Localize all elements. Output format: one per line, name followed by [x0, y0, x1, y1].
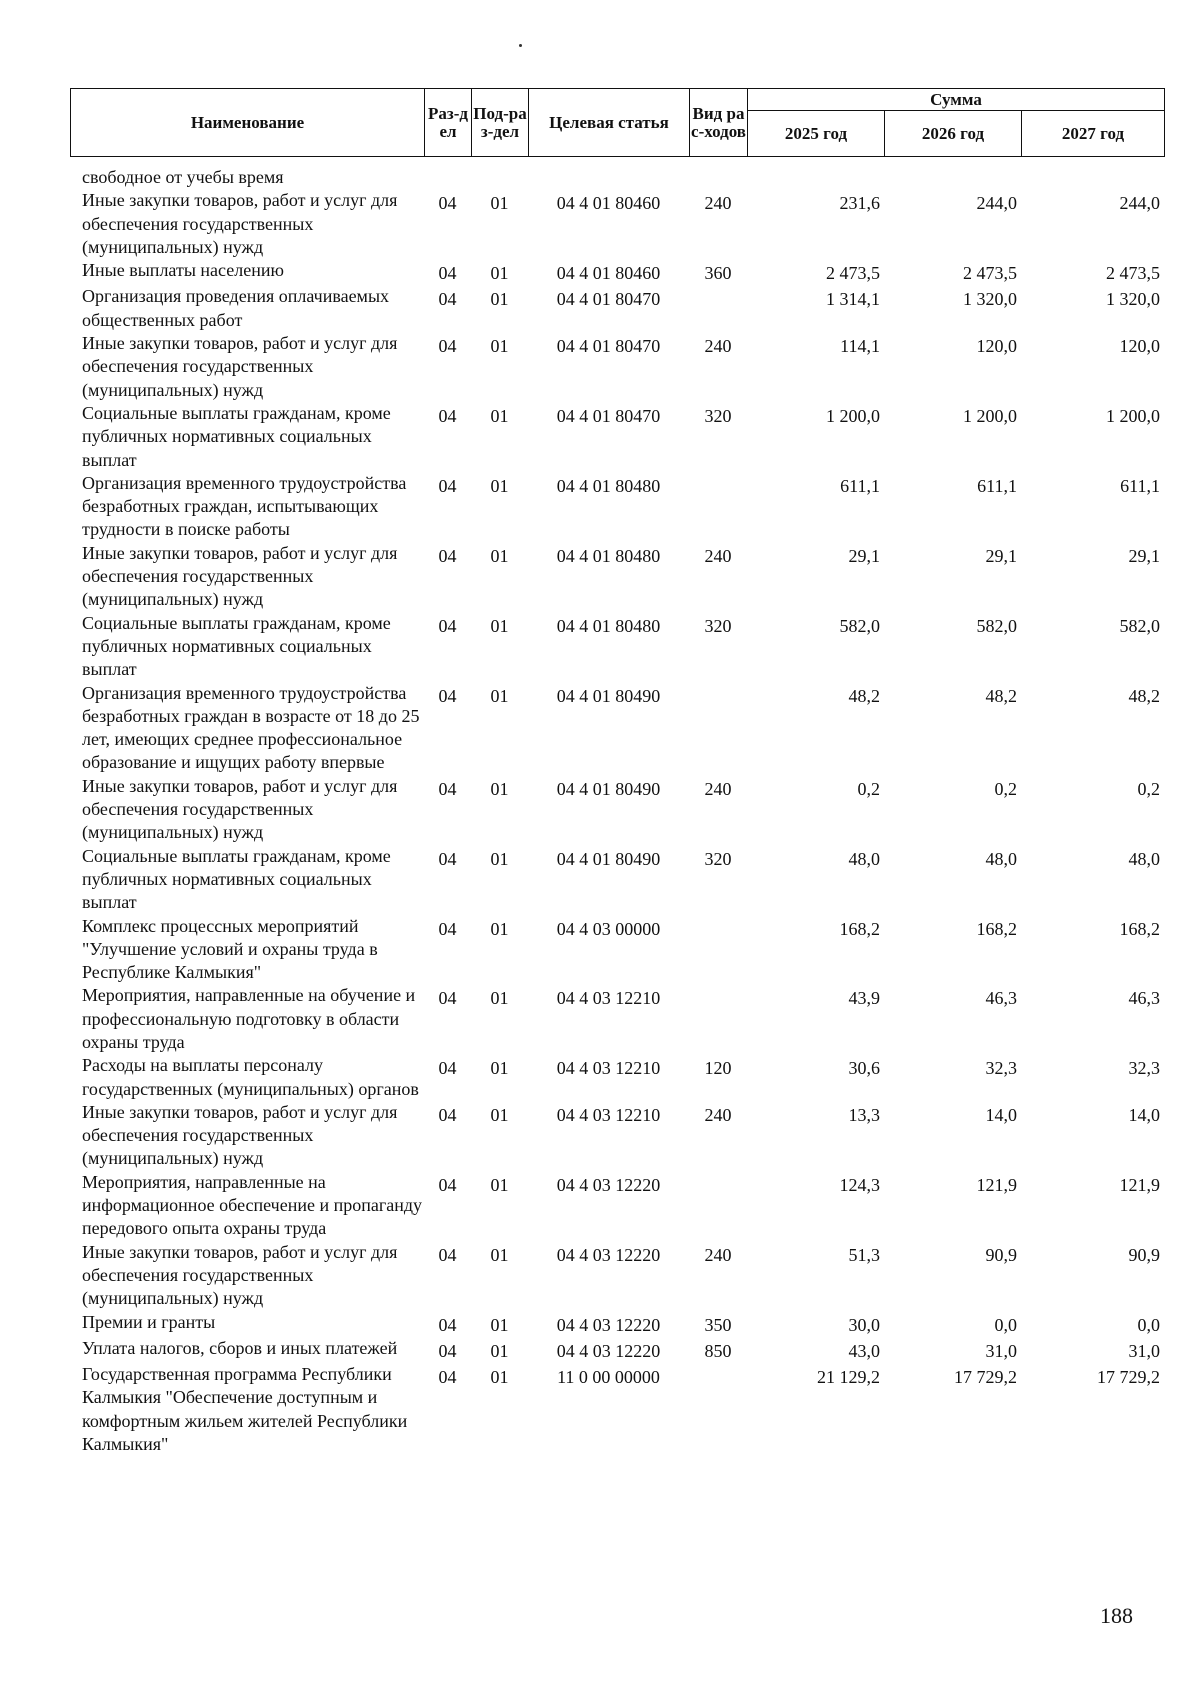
cell-name: Организация проведения оплачиваемых общественных работ: [82, 286, 390, 330]
cell-vid: 240: [704, 545, 732, 566]
cell-name: Иные закупки товаров, работ и услуг для обеспечения государственных (муниципальных) нужд: [82, 775, 398, 843]
cell-2026: 48,2: [985, 685, 1017, 706]
cell-podrazdel: 01: [490, 1314, 509, 1335]
cell-2025: 43,0: [848, 1340, 880, 1361]
cell-2025: 51,3: [848, 1244, 880, 1265]
cell-2026: 32,3: [985, 1058, 1017, 1079]
cell-2025: 48,2: [848, 685, 880, 706]
cell-tselevaya: 04 4 01 80490: [556, 848, 661, 869]
cell-vid: 320: [704, 848, 732, 869]
table-row: [70, 542, 1164, 612]
cell-vid: 240: [704, 1104, 732, 1125]
cell-podrazdel: 01: [490, 405, 509, 426]
cell-razdel: 04: [438, 1174, 457, 1195]
table-row: [70, 1311, 1164, 1337]
table-row: [70, 472, 1164, 542]
cell-name: Расходы на выплаты персоналу государственных (муниципальных) органов: [82, 1055, 419, 1099]
cell-2026: 611,1: [977, 475, 1017, 496]
table-row: [70, 1054, 1164, 1101]
cell-2027: 244,0: [1119, 193, 1160, 214]
cell-2027: 29,1: [1128, 545, 1160, 566]
cell-podrazdel: 01: [490, 475, 509, 496]
cell-razdel: 04: [438, 988, 457, 1009]
cell-razdel: 04: [438, 1244, 457, 1265]
cell-vid: 240: [704, 1244, 732, 1265]
cell-vid: 240: [704, 193, 732, 214]
cell-podrazdel: 01: [490, 1367, 509, 1388]
cell-tselevaya: 04 4 01 80470: [556, 405, 661, 426]
cell-vid: [689, 682, 747, 685]
table-row: [70, 189, 1164, 259]
cell-2027: 31,0: [1128, 1340, 1160, 1361]
cell-podrazdel: 01: [490, 1340, 509, 1361]
cell-podrazdel: 01: [490, 193, 509, 214]
cell-vid: 320: [704, 615, 732, 636]
cell-podrazdel: 01: [490, 336, 509, 357]
cell-2026: 29,1: [985, 545, 1017, 566]
cell-podrazdel: 01: [490, 1244, 509, 1265]
cell-razdel: 04: [438, 475, 457, 496]
cell-name: Организация временного трудоустройства безработных граждан, испытывающих трудности в поиске работы: [82, 472, 407, 540]
cell-2025: 114,1: [840, 336, 880, 357]
cell-2026: 244,0: [976, 193, 1017, 214]
cell-tselevaya: 04 4 01 80460: [556, 263, 661, 284]
cell-2026: 168,2: [976, 918, 1017, 939]
cell-2025: 48,0: [848, 848, 880, 869]
cell-name: Иные закупки товаров, работ и услуг для обеспечения государственных (муниципальных) нужд: [82, 333, 398, 400]
table-row: [70, 915, 1164, 985]
cell-podrazdel: 01: [490, 685, 509, 706]
cell-2025: 2 473,5: [826, 263, 880, 284]
cell-2025: 168,2: [839, 918, 880, 939]
cell-razdel: 04: [438, 1104, 457, 1125]
cell-tselevaya: 04 4 01 80480: [556, 615, 661, 636]
cell-podrazdel: 01: [490, 1058, 509, 1079]
cell-razdel: 04: [438, 778, 457, 799]
cell-vid: 320: [704, 405, 732, 426]
cell-podrazdel: 01: [490, 545, 509, 566]
table-row: [70, 775, 1164, 845]
cell-2025: [747, 166, 884, 169]
cell-2027: 2 473,5: [1106, 263, 1160, 284]
cell-tselevaya: 04 4 01 80470: [556, 289, 661, 310]
cell-tselevaya: [528, 166, 689, 169]
cell-name: Иные выплаты населению: [82, 260, 284, 281]
cell-2027: 17 729,2: [1097, 1367, 1160, 1388]
cell-tselevaya: 04 4 03 12220: [556, 1314, 661, 1335]
cell-2027: 120,0: [1119, 336, 1160, 357]
cell-2026: 17 729,2: [954, 1367, 1017, 1388]
table-body: [70, 166, 1164, 1456]
cell-name: Организация временного трудоустройства безработных граждан в возрасте от 18 до 25 лет, имеющих среднее профессиональное образование и ищущих работу впервые: [82, 682, 420, 773]
cell-2026: 90,9: [985, 1244, 1017, 1265]
cell-razdel: 04: [438, 615, 457, 636]
cell-2026: 48,0: [985, 848, 1017, 869]
cell-2026: 582,0: [976, 615, 1017, 636]
cell-name: Комплекс процессных мероприятий "Улучшение условий и охраны труда в Республике Калмыкия": [82, 915, 378, 983]
cell-name: Социальные выплаты гражданам, кроме публичных нормативных социальных выплат: [82, 402, 391, 470]
cell-2025: 1 314,1: [826, 289, 880, 310]
cell-vid: [689, 984, 747, 987]
cell-tselevaya: 04 4 01 80490: [556, 778, 661, 799]
cell-name: Уплата налогов, сборов и иных платежей: [82, 1337, 398, 1358]
cell-2027: 48,2: [1128, 685, 1160, 706]
cell-podrazdel: 01: [490, 918, 509, 939]
cell-2026: 31,0: [985, 1340, 1017, 1361]
cell-2026: 1 320,0: [963, 289, 1017, 310]
header-year-2027: 2027 год: [1022, 111, 1165, 157]
cell-2027: 121,9: [1119, 1174, 1160, 1195]
header-summa: Сумма: [748, 89, 1165, 111]
table-header: [70, 88, 1165, 157]
cell-razdel: 04: [438, 405, 457, 426]
cell-vid: 240: [704, 336, 732, 357]
table-row: [70, 166, 1164, 189]
header-vid: Вид рас-ходов: [690, 89, 748, 157]
header-year-2025: 2025 год: [748, 111, 885, 157]
cell-vid: [689, 1171, 747, 1174]
cell-razdel: 04: [438, 545, 457, 566]
cell-tselevaya: 04 4 01 80480: [556, 475, 661, 496]
cell-name: Социальные выплаты гражданам, кроме публичных нормативных социальных выплат: [82, 845, 391, 913]
table-row: [70, 682, 1164, 775]
cell-2025: 231,6: [839, 193, 880, 214]
scan-speck: [519, 44, 522, 47]
cell-2025: 30,0: [848, 1314, 880, 1335]
cell-tselevaya: 04 4 03 12210: [556, 1104, 661, 1125]
table-row: [70, 612, 1164, 682]
cell-tselevaya: 04 4 03 12210: [556, 988, 661, 1009]
table-row: [70, 285, 1164, 332]
cell-razdel: 04: [438, 1314, 457, 1335]
cell-2025: 29,1: [848, 545, 880, 566]
table-row: [70, 332, 1164, 402]
cell-2025: 0,2: [857, 778, 880, 799]
cell-tselevaya: 04 4 03 12220: [556, 1244, 661, 1265]
cell-name: Премии и гранты: [82, 1311, 216, 1332]
cell-podrazdel: [471, 166, 528, 169]
table-row: [70, 984, 1164, 1054]
cell-vid: [689, 166, 747, 169]
cell-podrazdel: 01: [490, 778, 509, 799]
cell-razdel: 04: [438, 918, 457, 939]
cell-2025: 1 200,0: [826, 405, 880, 426]
cell-2027: 46,3: [1128, 988, 1160, 1009]
cell-2025: 43,9: [848, 988, 880, 1009]
cell-2026: 0,2: [994, 778, 1017, 799]
cell-vid: 850: [704, 1340, 732, 1361]
cell-tselevaya: 04 4 03 12210: [556, 1058, 661, 1079]
cell-2027: 32,3: [1128, 1058, 1160, 1079]
cell-name: Иные закупки товаров, работ и услуг для обеспечения государственных (муниципальных) нужд: [82, 1241, 398, 1309]
cell-name: Социальные выплаты гражданам, кроме публичных нормативных социальных выплат: [82, 612, 391, 680]
table-row: [70, 1101, 1164, 1171]
cell-tselevaya: 04 4 03 00000: [556, 918, 661, 939]
cell-razdel: 04: [438, 289, 457, 310]
cell-2026: 121,9: [976, 1174, 1017, 1195]
cell-2027: 0,2: [1137, 778, 1160, 799]
cell-razdel: 04: [438, 336, 457, 357]
cell-2025: 30,6: [848, 1058, 880, 1079]
cell-tselevaya: 04 4 01 80460: [556, 193, 661, 214]
cell-vid: 360: [704, 263, 732, 284]
header-year-2026: 2026 год: [885, 111, 1022, 157]
cell-2026: 0,0: [994, 1314, 1017, 1335]
cell-2026: 46,3: [985, 988, 1017, 1009]
cell-2026: 1 200,0: [963, 405, 1017, 426]
cell-name: Государственная программа Республики Калмыкия "Обеспечение доступным и комфортным жильем жителей Республики Калмыкия": [82, 1364, 408, 1455]
cell-2027: 14,0: [1128, 1104, 1160, 1125]
cell-name: свободное от учебы время: [82, 167, 284, 187]
cell-razdel: 04: [438, 848, 457, 869]
header-tselevaya: Целевая статья: [529, 89, 690, 157]
cell-2027: 48,0: [1128, 848, 1160, 869]
cell-vid: 240: [704, 778, 732, 799]
cell-razdel: 04: [438, 1340, 457, 1361]
cell-tselevaya: 04 4 01 80490: [556, 685, 661, 706]
cell-vid: [689, 472, 747, 475]
page-number: 188: [1100, 1603, 1133, 1628]
cell-2025: 13,3: [848, 1104, 880, 1125]
cell-2026: 2 473,5: [963, 263, 1017, 284]
cell-razdel: 04: [438, 685, 457, 706]
cell-name: Мероприятия, направленные на информационное обеспечение и пропаганду передового опыта охраны труда: [82, 1171, 423, 1239]
cell-vid: 350: [704, 1314, 732, 1335]
cell-2026: [884, 166, 1021, 169]
cell-name: Иные закупки товаров, работ и услуг для обеспечения государственных (муниципальных) нужд: [82, 542, 398, 610]
cell-2027: 90,9: [1128, 1244, 1160, 1265]
cell-razdel: 04: [438, 263, 457, 284]
cell-tselevaya: 11 0 00 00000: [557, 1367, 660, 1388]
cell-podrazdel: 01: [490, 848, 509, 869]
table-row: [70, 1363, 1164, 1456]
cell-tselevaya: 04 4 03 12220: [556, 1340, 661, 1361]
cell-2027: 611,1: [1120, 475, 1160, 496]
cell-podrazdel: 01: [490, 615, 509, 636]
cell-name: Иные закупки товаров, работ и услуг для обеспечения государственных (муниципальных) нужд: [82, 190, 398, 257]
cell-2027: [1021, 166, 1164, 169]
cell-2026: 120,0: [976, 336, 1017, 357]
cell-2027: 0,0: [1137, 1314, 1160, 1335]
cell-vid: [689, 1363, 747, 1366]
cell-vid: 120: [704, 1058, 732, 1079]
table-row: [70, 259, 1164, 285]
cell-podrazdel: 01: [490, 1174, 509, 1195]
cell-name: Иные закупки товаров, работ и услуг для обеспечения государственных (муниципальных) нужд: [82, 1101, 398, 1169]
table-row: [70, 845, 1164, 915]
table-row: [70, 1337, 1164, 1363]
cell-razdel: [424, 166, 471, 169]
cell-2027: 168,2: [1119, 918, 1160, 939]
cell-2026: 14,0: [985, 1104, 1017, 1125]
table-row: [70, 402, 1164, 472]
cell-razdel: 04: [438, 1367, 457, 1388]
cell-2025: 21 129,2: [817, 1367, 880, 1388]
cell-2027: 582,0: [1119, 615, 1160, 636]
cell-tselevaya: 04 4 03 12220: [556, 1174, 661, 1195]
cell-podrazdel: 01: [490, 289, 509, 310]
cell-2025: 582,0: [839, 615, 880, 636]
header-razdel: Раз-дел: [425, 89, 472, 157]
cell-2025: 124,3: [839, 1174, 880, 1195]
cell-tselevaya: 04 4 01 80480: [556, 545, 661, 566]
header-name: Наименование: [71, 89, 425, 157]
cell-razdel: 04: [438, 1058, 457, 1079]
table-row: [70, 1171, 1164, 1241]
cell-podrazdel: 01: [490, 988, 509, 1009]
cell-2025: 611,1: [840, 475, 880, 496]
cell-podrazdel: 01: [490, 1104, 509, 1125]
cell-2027: 1 200,0: [1106, 405, 1160, 426]
header-podrazdel: Под-раз-дел: [472, 89, 529, 157]
cell-razdel: 04: [438, 193, 457, 214]
cell-name: Мероприятия, направленные на обучение и профессиональную подготовку в области охраны труда: [82, 985, 416, 1052]
cell-vid: [689, 285, 747, 288]
cell-2027: 1 320,0: [1106, 289, 1160, 310]
cell-vid: [689, 915, 747, 918]
cell-podrazdel: 01: [490, 263, 509, 284]
table-row: [70, 1241, 1164, 1311]
cell-tselevaya: 04 4 01 80470: [556, 336, 661, 357]
